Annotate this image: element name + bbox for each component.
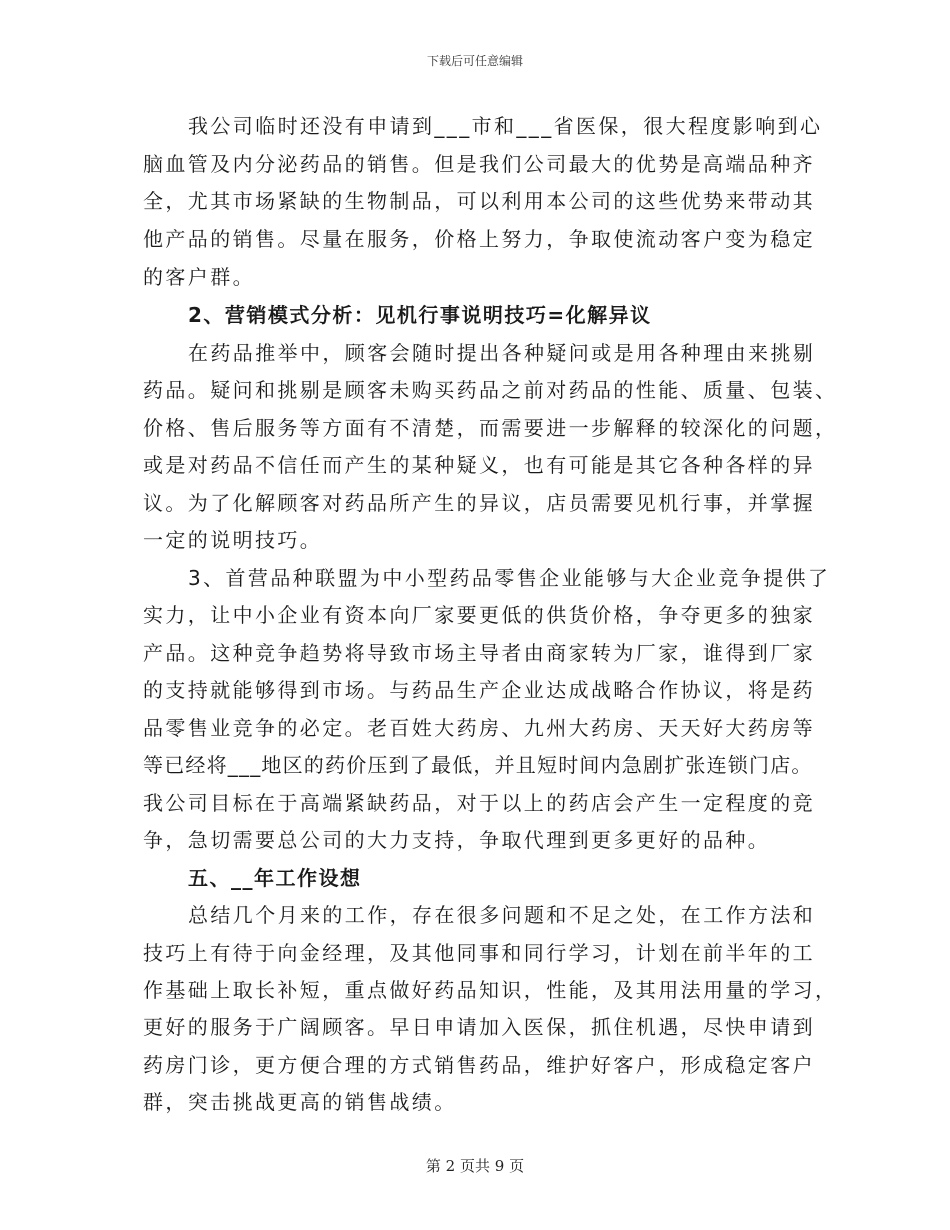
paragraph-line: 或是对药品不信任而产生的某种疑义，也有可能是其它各种各样的异: [143, 453, 815, 477]
paragraph-line: 药房门诊，更方便合理的方式销售药品，维护好客户，形成稳定客户: [143, 1053, 815, 1077]
paragraph-line: 等已经将___地区的药价压到了最低，并且短时间内急剧扩张连锁门店。: [143, 753, 813, 777]
paragraph-line: 药品。疑问和挑剔是顾客未购买药品之前对药品的性能、质量、包装、: [143, 378, 838, 402]
paragraph-line: 技巧上有待于向金经理，及其他同事和同行学习，计划在前半年的工: [143, 941, 815, 965]
paragraph-line: 脑血管及内分泌药品的销售。但是我们公司最大的优势是高端品种齐: [143, 152, 815, 176]
paragraph-line: 的支持就能够得到市场。与药品生产企业达成战略合作协议，将是药: [143, 678, 815, 702]
paragraph-line: 在药品推举中，顾客会随时提出各种疑问或是用各种理由来挑剔: [188, 341, 816, 365]
paragraph-line: 3、首营品种联盟为中小型药品零售企业能够与大企业竞争提供了: [188, 566, 831, 590]
paragraph-line: 他产品的销售。尽量在服务，价格上努力，争取使流动客户变为稳定: [143, 227, 815, 251]
paragraph-line: 争，急切需要总公司的大力支持，争取代理到更多更好的品种。: [143, 828, 771, 852]
paragraph-line: 品零售业竞争的必定。老百姓大药房、九州大药房、天天好大药房等: [143, 716, 815, 740]
paragraph-line: 的客户群。: [143, 265, 255, 289]
section-heading: 2、营销模式分析：见机行事说明技巧=化解异议: [188, 303, 652, 327]
paragraph-line: 产品。这种竞争趋势将导致市场主导者由商家转为厂家，谁得到厂家: [143, 641, 815, 665]
paragraph-line: 总结几个月来的工作，存在很多问题和不足之处，在工作方法和: [188, 903, 816, 927]
paragraph-line: 我公司临时还没有申请到___市和___省医保，很大程度影响到心: [188, 114, 823, 138]
page-footer: 第 2 页共 9 页: [425, 1157, 525, 1175]
paragraph-line: 我公司目标在于高端紧缺药品，对于以上的药店会产生一定程度的竞: [143, 791, 815, 815]
paragraph-line: 全，尤其市场紧缺的生物制品，可以利用本公司的这些优势来带动其: [143, 189, 815, 213]
paragraph-line: 实力，让中小企业有资本向厂家要更低的供货价格，争夺更多的独家: [143, 603, 815, 627]
paragraph-line: 一定的说明技巧。: [143, 528, 323, 552]
paragraph-line: 作基础上取长补短，重点做好药品知识，性能，及其用法用量的学习，: [143, 978, 838, 1002]
paragraph-line: 更好的服务于广阔顾客。早日申请加入医保，抓住机遇，尽快申请到: [143, 1015, 815, 1039]
paragraph-line: 议。为了化解顾客对药品所产生的异议，店员需要见机行事，并掌握: [143, 491, 815, 515]
page-header: 下载后可任意编辑: [426, 54, 523, 68]
paragraph-line: 价格、售后服务等方面有不清楚，而需要进一步解释的较深化的问题，: [143, 416, 838, 440]
section-heading: 五、__年工作设想: [188, 866, 362, 890]
paragraph-line: 群，突击挑战更高的销售战绩。: [143, 1090, 457, 1114]
